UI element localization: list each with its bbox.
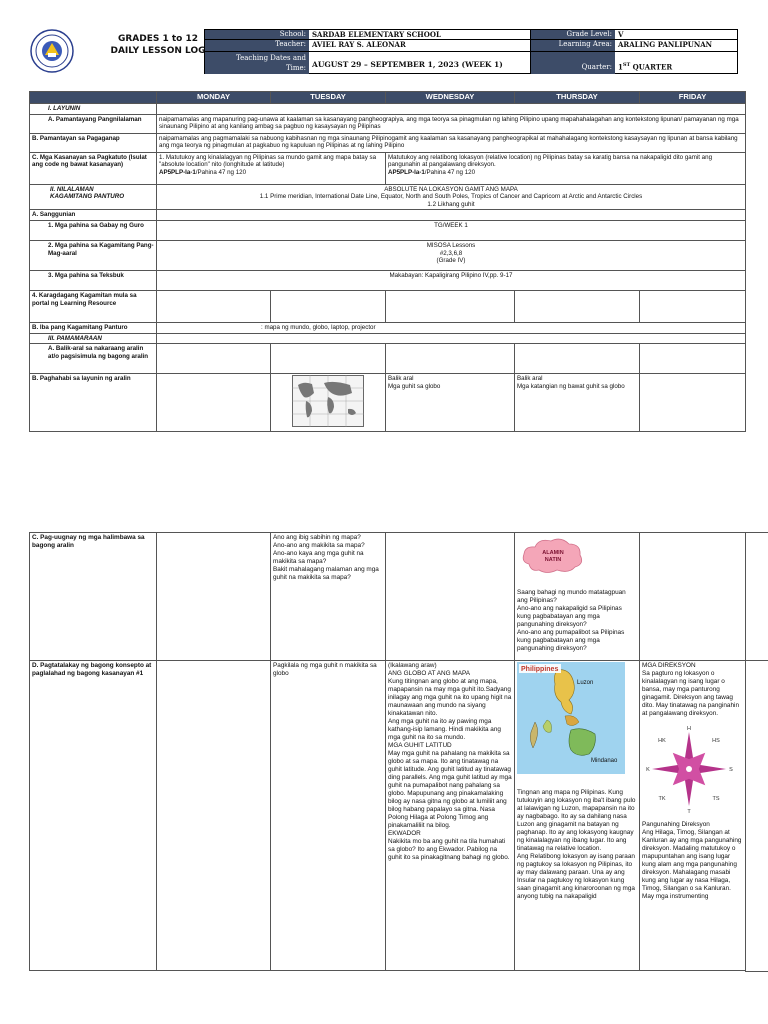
tuesday-paghahabi <box>271 374 386 432</box>
tuesday-pagtatalakay: Pagkilala ng mga guhit n makikita sa globo <box>271 661 386 971</box>
lesson-plan-table <box>29 91 746 432</box>
label-sanggunian: A. Sanggunian <box>30 210 157 221</box>
map-label-mindanao: Mindanao <box>591 758 618 764</box>
thursday-pagtatalakay: Philippines Luzon Mindanao Tingnan ang mapa ng Pilipinas. Kung tutukuyin ang lokasyon ng iba't ibang pulo at lalawigan ng Luzon, mapapansin na ito ay nagbabago. Ito ay sa dahilang nasa Luzon ang ginagamit na batayan ng paghanap. Ito ay ang lokasyong kaugnay ng kinalalagyan ng ibang lugar. Ito ang tinatawag na relative location. Ang Relatibong lokasyon ay isang paraan ng pagtukoy sa lokasyon ng Pilipinas, ito ay may dalawang paraan. Una ay ang Insular na pagtukoy ng lokasyon kung saan ginagamit ang kinaroroonan ng mga anyong tubig na nakapaligid <box>515 661 640 971</box>
school-label: School: <box>205 30 309 39</box>
label-pamantayan-pagaganap: B. Pamantayan sa Pagaganap <box>30 133 157 152</box>
gabay-guro-row <box>30 220 746 240</box>
iba-pang-kagamitan-row <box>30 322 746 333</box>
title-line-1: GRADES 1 to 12 <box>117 34 199 44</box>
teacher-label: Teacher: <box>205 40 309 51</box>
day-thursday: THURSDAY <box>515 92 640 104</box>
learning-area-value: ARALING PANLIPUNAN <box>618 40 713 49</box>
paghahabi-row <box>30 374 746 432</box>
compass-n: H <box>687 726 691 732</box>
label-nilalaman: II. NILALAMAN KAGAMITANG PANTURO <box>30 184 157 210</box>
teaching-dates-value: AUGUST 29 – SEPTEMBER 1, 2023 (WEEK 1) <box>309 52 531 74</box>
label-teksbuk: 3. Mga pahina sa Teksbuk <box>30 270 157 290</box>
compass-se: TS <box>712 796 720 802</box>
sanggunian-row <box>30 210 746 221</box>
label-karagdagang-kagamitan: 4. Karagdagang Kagamitan mula sa portal ng Learning Resource <box>30 290 157 322</box>
section-layunin: I. LAYUNIN <box>30 104 157 115</box>
label-gabay-guro: 1. Mga pahina sa Gabay ng Guro <box>30 220 157 240</box>
text-iba-pang-kagamitan: : mapa ng mundo, globo, laptop, projector <box>157 322 746 333</box>
kasanayan-row <box>30 152 746 184</box>
nilalaman-content: ABSOLUTE NA LOKASYON GAMIT ANG MAPA 1.1 Prime meridian, International Date Line, Equator, North and South Poles, Tropics of Cancer and Capricorn at Arctic and Antarctic Circles 1.2 Likhang guhit <box>157 184 746 210</box>
balik-aral-row <box>30 344 746 374</box>
nilalaman-row <box>30 184 746 210</box>
map-label-luzon: Luzon <box>577 680 594 686</box>
label-pagtatalakay: D. Pagtatalakay ng bagong konsepto at paglalahad ng bagong kasanayan #1 <box>30 661 157 971</box>
day-friday: FRIDAY <box>640 92 746 104</box>
pamamaraan-row <box>30 333 746 344</box>
label-balik-aral: A. Balik-aral sa nakaraang aralin at/o pagsisimula ng bagong aralin <box>30 344 157 374</box>
header-info-grid <box>204 29 738 74</box>
text-kagamitang-mag-aaral: MISOSA Lessons #2,3,6,8 (Grade IV) <box>157 240 746 270</box>
pagtatalakay-row <box>30 661 746 971</box>
lesson-plan-table-continued <box>29 532 746 971</box>
title-line-2: DAILY LESSON LOG <box>110 46 206 56</box>
label-iba-pang-kagamitan: B. Iba pang Kagamitang Panturo <box>30 322 157 333</box>
day-monday: MONDAY <box>157 92 271 104</box>
text-pamantayang-pangnilalaman: naipamamalas ang mapanuring pag-unawa at kaalaman sa kasanayang pangheograpiya, ang mga teorya sa pinagmulan ng lahing Pilipino upang mapahahalagahan ang kontekstong lipunan/ pamayanan ng mga sinaunang Pilipino at ang kanilang ambag sa pagbuo ng kasaysayan ng Pilipinas <box>157 114 746 133</box>
cloud-text-2: NATIN <box>544 557 562 563</box>
day-tuesday: TUESDAY <box>271 92 386 104</box>
compass-ne: HS <box>712 738 720 744</box>
label-pamantayang-pangnilalaman: A. Pamantayang Pangnilalaman <box>30 114 157 133</box>
label-pag-uugnay: C. Pag-uugnay ng mga halimbawa sa bagong aralin <box>30 533 157 661</box>
school-value: SARDAB ELEMENTARY SCHOOL <box>309 30 531 39</box>
lesson-log-header <box>28 29 738 74</box>
quarter-value: 1ST QUARTER <box>618 62 673 72</box>
layunin-row <box>30 104 746 115</box>
deped-seal-logo <box>30 29 74 73</box>
day-header-row <box>30 92 746 104</box>
section-pamamaraan: III. PAMAMARAAN <box>30 333 157 344</box>
cloud-text-1: ALAMIN <box>542 550 564 556</box>
day-wednesday: WEDNESDAY <box>386 92 515 104</box>
friday-pagtatalakay: MGA DIREKSYON Sa pagturo ng lokasyon o kinalalagyan ng isang lugar o bansa, may mga panturong ginagamit. Direksyon ang tawag dito. May tinatawag na panginahin at pangalawang direksyon. H HS S TS T TK K HK Pangunahing Direksyon Ang Hilaga, Timog, Silangan at Kanluran ay ang mga pangunahing direksyon. Madaling matutukoy o mapupuntahan ang isang lugar kung alam ang mga pangunahing direksyon. Mahalagang masabi kung ang lugar ay nasa Hilaga, Timog, Silangan o sa Kanluran. May mga instrumenting <box>640 661 746 971</box>
kasanayan-monday-tuesday: 1. Matutukoy ang kinalalagyan ng Pilipinas sa mundo gamit ang mapa batay sa "absolute location" nito (longhitude at latitude) AP5PLP-Ia-1/Pahina 47 ng 120 <box>157 152 386 184</box>
compass-nw: HK <box>658 738 666 744</box>
text-teksbuk: Makabayan: Kapaligirang Pilipino IV,pp. 9-17 <box>157 270 746 290</box>
wednesday-paghahabi: Balik aral Mga guhit sa globo <box>386 374 515 432</box>
teksbuk-row <box>30 270 746 290</box>
thursday-paghahabi: Balik aral Mga katangian ng bawat guhit sa globo <box>515 374 640 432</box>
text-gabay-guro: TG/WEEK 1 <box>157 220 746 240</box>
tuesday-pag-uugnay: Ano ang ibig sabihin ng mapa? Ano-ano ang makikita sa mapa? Ano-ano kaya ang mga guhit na makikita sa mapa? Bakit mahalagang malaman ang mga guhit na makikita sa mapa? <box>271 533 386 661</box>
pamantayang-pangnilalaman-row <box>30 114 746 133</box>
grade-level-value: V <box>618 30 624 39</box>
quarter-label: Quarter: <box>531 52 615 74</box>
thursday-pag-uugnay: ALAMIN NATIN Saang bahagi ng mundo matatagpuan ang Pilipinas? Ano-ano ang nakapaligid sa Pilipinas kung pagbabatayan ang mga pangunahing direksyon? Ano-ano ang pumapalibot sa Pilipinas kung pagbabatayan ang mga pangunahing direksyon? <box>515 533 640 661</box>
world-map-image <box>292 375 364 427</box>
compass-w: K <box>646 767 650 773</box>
map-title: Philippines <box>521 666 559 673</box>
label-paghahabi: B. Paghahabi sa layunin ng aralin <box>30 374 157 432</box>
grade-level-label: Grade Level: <box>531 30 615 39</box>
compass-sw: TK <box>658 796 666 802</box>
kagamitang-mag-aaral-row <box>30 240 746 270</box>
compass-rose-icon <box>644 724 734 814</box>
alamin-natin-cloud-image <box>519 536 585 576</box>
compass-e: S <box>729 767 733 773</box>
karagdagang-kagamitan-row <box>30 290 746 322</box>
pag-uugnay-row <box>30 533 746 661</box>
label-kasanayan: C. Mga Kasanayan sa Pagkatuto (Isulat ang code ng bawat kasanayan) <box>30 152 157 184</box>
text-pamantayan-pagaganap: naipamamalas ang pagmamalaki sa nabuong kabihasnan ng mga sinaunang Pilipinogamit ang kaalaman sa kasanayang pangheograpikal at mahahalagang kontekstong kasaysayan ng lipunan at bansa kabilang ang mga teorya ng pinagmulan at pagkabuo ng kapuluan ng Pilipinas at ng lahing Pilipino <box>157 133 746 152</box>
wednesday-pagtatalakay: (Ikalawang araw) ANG GLOBO AT ANG MAPA Kung titingnan ang globo at ang mapa, mapapansin na may mga guhit ito.Sadyang inilagay ang mga guhit na ito upang higit na maunawaan ang mundo na siyang kinakatawan nito. Ang mga guhit na ito ay pawing mga kathang-isip lamang. Hindi makikita ang mga guhit na ito sa mundo. MGA GUHIT LATITUD May mga guhit na pahalang na makikita sa globo at sa mapa. Ito ang tinatawag na guhit latitude. Ang guhit latitud ay tinatawag ding parallels. Ang mga guhit latitud ay mga guhit na pumapalibot nang pahalang sa globo. Mapupunang ang pinakamalaking bilog ay nasa gitna ng globo at lumiliit ang bilog habang papalayo sa gitna. Nasa Polong Hilaga at Polong Timog ang pinakamaliliit na bilog. EKWADOR Nakikita mo ba ang guhit na tila humahati sa globo? Ito ang Ekwador. Pabilog na guhit ito sa pinakagitnang bahagi ng globo. <box>386 661 515 971</box>
label-kagamitang-mag-aaral: 2. Mga pahina sa Kagamitang Pang-Mag-aaral <box>30 240 157 270</box>
learning-area-label: Learning Area: <box>531 40 615 51</box>
compass-s: T <box>687 809 691 814</box>
philippines-map-image <box>517 662 625 774</box>
teaching-dates-label: Teaching Dates and Time: <box>205 52 309 74</box>
kasanayan-wednesday-friday: Matutukoy ang relatibong lokasyon (relative location) ng Pilipinas batay sa karatig bansa na nakapaligid dito gamit ang pangunahin at pangalawang direksyon. AP5PLP-Ia-1/Pahina 47 ng 120 <box>386 152 746 184</box>
pamantayan-pagaganap-row <box>30 133 746 152</box>
teacher-value: AVIEL RAY S. ALEONAR <box>309 40 531 51</box>
